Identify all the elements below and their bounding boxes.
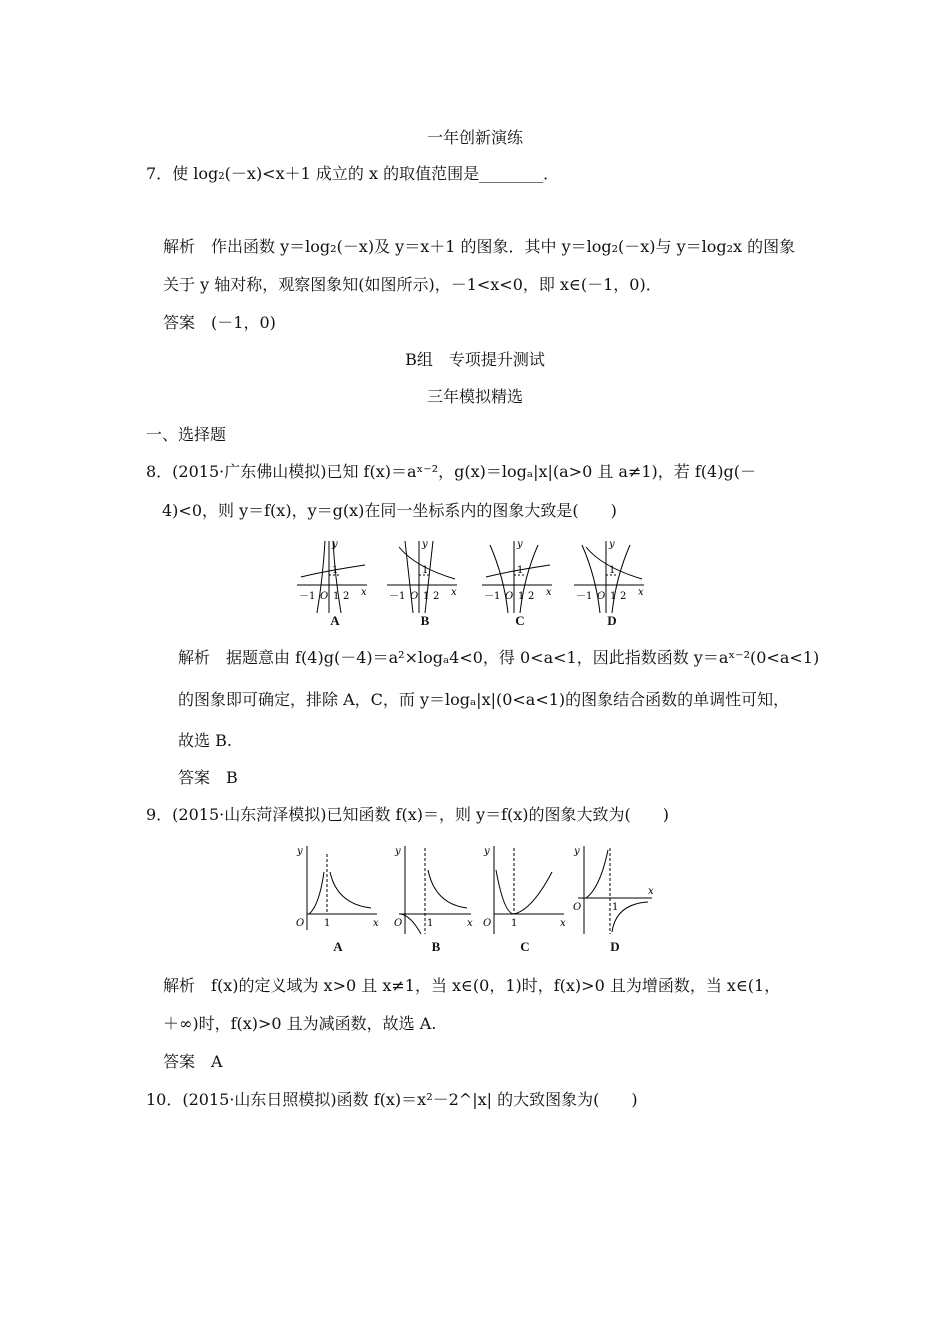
- analysis-label: 解析: [178, 648, 211, 667]
- axis-label-x: x: [361, 587, 367, 598]
- origin-label: O: [410, 591, 419, 602]
- q9-graph-b-label: B: [431, 939, 441, 954]
- q8-answer: [178, 767, 238, 789]
- q9-graph-d-label: D: [610, 939, 620, 954]
- origin-label: O: [483, 918, 492, 929]
- tick-label: 1: [612, 902, 619, 913]
- axis-label-y: y: [297, 846, 303, 857]
- axis-label-y: y: [395, 846, 401, 857]
- axis-label-x: x: [546, 587, 552, 598]
- axis-label-x: x: [638, 587, 644, 598]
- q9-graph-a: [293, 842, 383, 958]
- origin-label: O: [296, 918, 305, 929]
- q9-graph-b-svg: [391, 842, 481, 938]
- q8-graph-b-label: B: [420, 613, 430, 628]
- axis-label-y: y: [422, 539, 428, 550]
- q9-graph-b: [391, 842, 481, 958]
- axis-label-y: y: [609, 539, 615, 550]
- q9-answer: [163, 1051, 223, 1073]
- analysis-label: 解析: [163, 976, 196, 995]
- q8-graph-b-svg: [385, 537, 465, 615]
- tick-label: 1: [332, 565, 339, 576]
- tick-label: －1: [576, 591, 593, 602]
- q9-graph-c-label: C: [520, 939, 530, 954]
- q9-graph-a-svg: [293, 842, 383, 938]
- tick-label: －1: [484, 591, 501, 602]
- q8-question-line-1: 8．(2015·广东佛山模拟)已知 f(x)＝aˣ⁻²，g(x)＝logₐ|x|(a>0 且 a≠1)，若 f(4)g(－: [146, 462, 756, 481]
- q8-graph-c: [480, 537, 560, 629]
- axis-label-y: y: [332, 539, 338, 550]
- analysis-label: 解析: [163, 237, 196, 256]
- axis-label-y: y: [484, 846, 490, 857]
- q9-analysis-line-1: [163, 975, 780, 997]
- choice-section-heading: 一、选择题: [146, 425, 227, 444]
- tick-label: 1: [333, 591, 340, 602]
- q8-analysis-line-2: 的图象即可确定，排除 A，C，而 y＝logₐ|x|(0<a<1)的图象结合函数的单调性可知，: [178, 690, 790, 709]
- q7-analysis-line-2: 关于 y 轴对称，观察图象知(如图所示)，－1<x<0，即 x∈(－1，0)．: [163, 275, 662, 294]
- section-a-subheading: 一年创新演练: [426, 128, 523, 147]
- q9-analysis-line-2: ＋∞)时，f(x)>0 且为减函数，故选 A.: [163, 1014, 437, 1033]
- q9-graph-d-svg: [570, 842, 660, 938]
- q8-graph-d: [572, 537, 652, 629]
- q8-graph-c-label: C: [515, 613, 525, 628]
- axis-label-x: x: [560, 918, 566, 929]
- q8-analysis-text-1: 据题意由 f(4)g(－4)＝a²×logₐ4<0，得 0<a<1，因此指数函数 y＝aˣ⁻²(0<a<1): [226, 648, 820, 667]
- origin-label: O: [573, 902, 582, 913]
- q9-question: 9．(2015·山东菏泽模拟)已知函数 f(x)＝，则 y＝f(x)的图象大致为( ): [146, 805, 670, 824]
- q8-analysis-line-1: [178, 647, 819, 669]
- q8-graph-b: [385, 537, 465, 629]
- tick-label: 2: [620, 591, 627, 602]
- axis-label-x: x: [467, 918, 473, 929]
- tick-label: 1: [511, 918, 518, 929]
- tick-label: 1: [517, 565, 524, 576]
- q10-question: 10．(2015·山东日照模拟)函数 f(x)＝x²－2^|x| 的大致图象为( ): [146, 1090, 638, 1109]
- q7-analysis-line-1: [163, 236, 795, 258]
- answer-label: 答案: [178, 768, 211, 787]
- tick-label: －1: [389, 591, 406, 602]
- q7-analysis-text-1: 作出函数 y＝log₂(－x)及 y＝x＋1 的图象．其中 y＝log₂(－x)与 y＝log₂x 的图象: [211, 237, 796, 256]
- tick-label: －1: [299, 591, 316, 602]
- q9-graph-d: [570, 842, 660, 958]
- tick-label: 2: [528, 591, 535, 602]
- axis-label-x: x: [451, 587, 457, 598]
- tick-label: 1: [427, 918, 434, 929]
- tick-label: 1: [422, 565, 429, 576]
- tick-label: 1: [610, 591, 617, 602]
- axis-label-y: y: [574, 846, 580, 857]
- tick-label: 1: [609, 565, 616, 576]
- q8-graph-d-svg: [572, 537, 652, 615]
- axis-label-y: y: [517, 539, 523, 550]
- q9-answer-value: A: [211, 1052, 223, 1071]
- q8-graph-c-svg: [480, 537, 560, 615]
- q8-question-line-2: 4)<0，则 y＝f(x)，y＝g(x)在同一坐标系内的图象大致是( ): [162, 501, 617, 520]
- q7-answer: [163, 312, 276, 334]
- q8-graph-a-label: A: [330, 613, 340, 628]
- q7-question: 7．使 log₂(－x)<x＋1 成立的 x 的取值范围是________．: [146, 164, 560, 183]
- origin-label: O: [320, 591, 329, 602]
- origin-label: O: [394, 918, 403, 929]
- q7-answer-value: (－1，0): [211, 313, 276, 332]
- q8-graph-d-label: D: [607, 613, 617, 628]
- q9-analysis-text-1: f(x)的定义域为 x>0 且 x≠1，当 x∈(0，1)时，f(x)>0 且为增函数，当 x∈(1，: [211, 976, 781, 995]
- group-b-subheading: 三年模拟精选: [426, 387, 523, 406]
- q8-graph-a: [295, 537, 375, 629]
- q8-answer-value: B: [226, 768, 238, 787]
- axis-label-x: x: [373, 918, 379, 929]
- tick-label: 1: [423, 591, 430, 602]
- group-b-heading: B组 专项提升测试: [405, 350, 545, 369]
- tick-label: 2: [433, 591, 440, 602]
- tick-label: 1: [518, 591, 525, 602]
- axis-label-x: x: [648, 886, 654, 897]
- q8-analysis-line-3: 故选 B.: [178, 731, 232, 750]
- tick-label: 1: [324, 918, 331, 929]
- q9-graph-a-label: A: [333, 939, 343, 954]
- origin-label: O: [597, 591, 606, 602]
- answer-label: 答案: [163, 313, 196, 332]
- answer-label: 答案: [163, 1052, 196, 1071]
- q9-graph-c-svg: [480, 842, 570, 938]
- origin-label: O: [505, 591, 514, 602]
- q9-graph-c: [480, 842, 570, 958]
- q8-graph-a-svg: [295, 537, 375, 615]
- tick-label: 2: [343, 591, 350, 602]
